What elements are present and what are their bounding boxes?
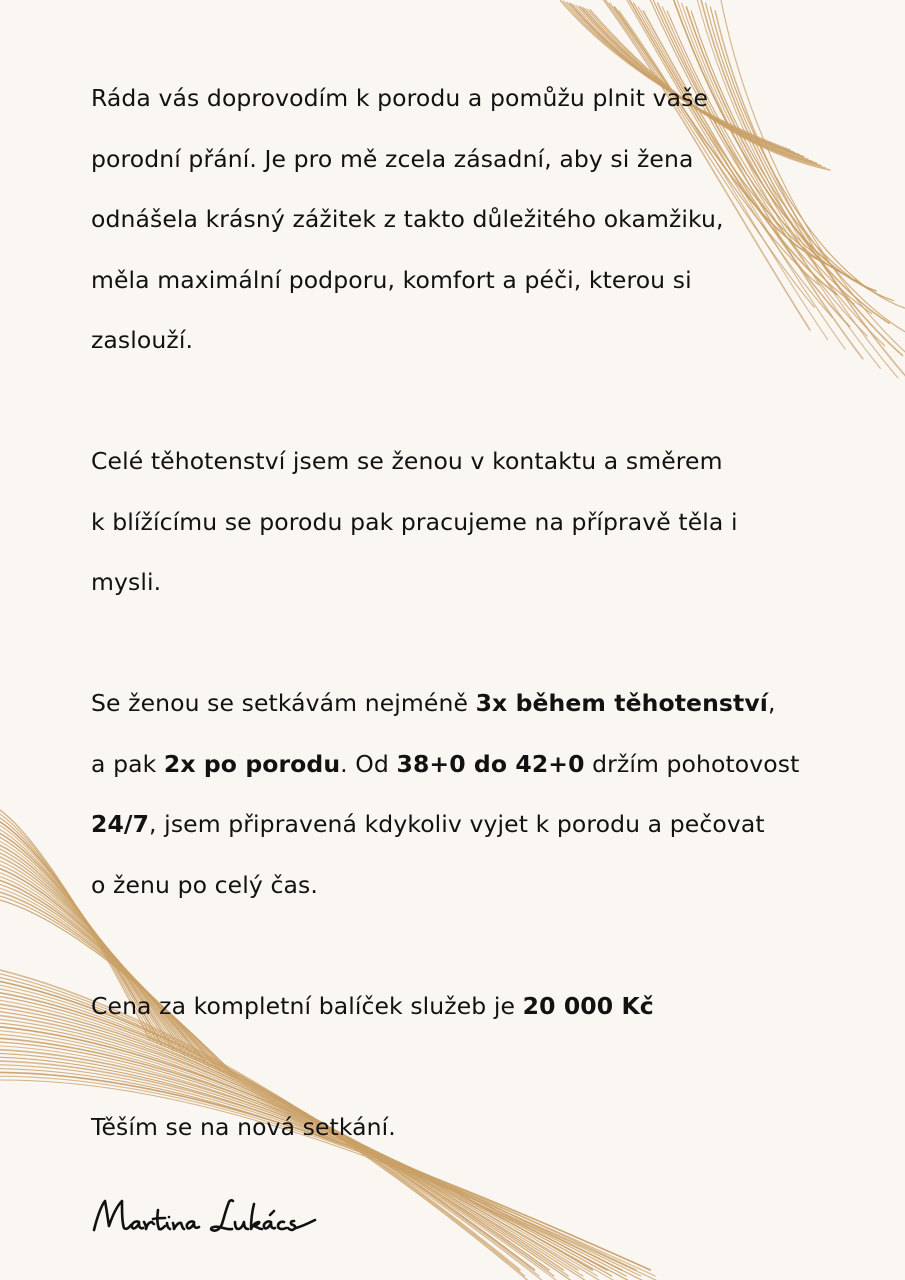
on-call-period: 38+0 do 42+0 — [396, 749, 585, 778]
paragraph-pregnancy — [91, 431, 851, 613]
text-line: k blížícímu se porodu pak pracujeme na přípravě těla i — [91, 507, 738, 536]
text-line — [91, 794, 851, 855]
text-segment: . Od — [340, 749, 397, 778]
price-text: Cena za kompletní balíček služeb je — [91, 991, 523, 1020]
text-line: Ráda vás doprovodím k porodu a pomůžu plnit vaše — [91, 84, 709, 112]
meetings-after-birth: 2x po porodu — [163, 749, 341, 778]
text-line: porodní přání. Je pro mě zcela zásadní, aby si žena — [91, 144, 694, 173]
text-line: odnášela krásný zážitek z takto důležitého okamžiku, — [91, 205, 724, 233]
text-segment: držím pohotovost — [584, 749, 800, 778]
meetings-during-pregnancy: 3x během těhotenství — [475, 689, 768, 717]
text-segment: , jsem připravená kdykoliv vyjet k porodu a pečovat — [149, 810, 765, 838]
price-amount: 20 000 Kč — [522, 991, 654, 1020]
text-line: zaslouží. — [91, 326, 194, 354]
text-line: Celé těhotenství jsem se ženou v kontaktu a směrem — [91, 447, 723, 475]
text-line: o ženu po celý čas. — [91, 870, 318, 899]
paragraph-gap — [91, 1036, 851, 1097]
letter-body — [91, 68, 851, 1157]
signature — [91, 1192, 321, 1242]
paragraph-gap — [91, 915, 851, 976]
text-line — [91, 673, 851, 734]
text-segment: a pak — [91, 749, 164, 778]
paragraph-gap — [91, 371, 851, 432]
text-line: měla maximální podporu, komfort a péči, kterou si — [91, 265, 692, 294]
text-line: mysli. — [91, 568, 162, 596]
text-line — [91, 734, 851, 795]
availability: 24/7 — [91, 810, 150, 838]
text-segment: , — [767, 689, 776, 717]
paragraph-intro — [91, 68, 851, 371]
paragraph-meetings — [91, 673, 851, 915]
text-segment: Se ženou se setkávám nejméně — [91, 689, 476, 717]
price-line — [91, 976, 851, 1037]
closing-line: Těším se na nová setkání. — [91, 1112, 396, 1141]
paragraph-gap — [91, 613, 851, 674]
